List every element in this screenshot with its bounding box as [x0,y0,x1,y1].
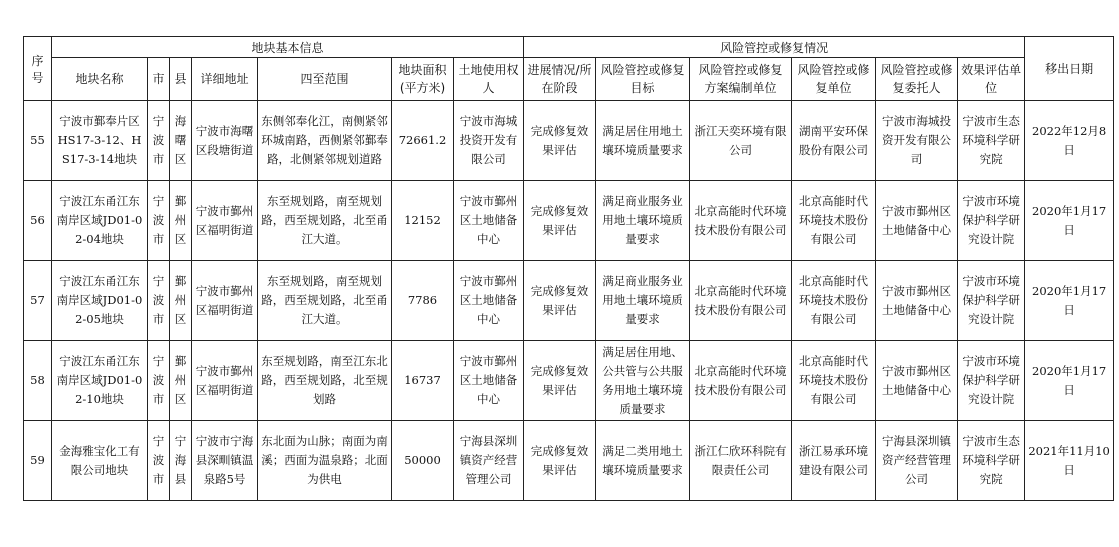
header-seq: 序号 [24,37,52,101]
header-county: 县 [170,58,192,101]
header-address: 详细地址 [192,58,258,101]
header-exec-unit: 风险管控或修复单位 [792,58,876,101]
table-row [24,421,1114,501]
cell-name: 宁波市鄞奉片区HS17-3-12、HS17-3-14地块 [52,101,148,181]
cell-scope: 东北面为山脉；南面为南溪；西面为温泉路；北面为供电 [258,421,392,501]
cell-address: 宁波市鄞州区福明街道 [192,181,258,261]
cell-exec-unit: 北京高能时代环境技术股份有限公司 [792,181,876,261]
cell-county: 鄞州区 [170,341,192,421]
site-removal-table [23,36,1114,501]
cell-stage: 完成修复效果评估 [524,341,596,421]
cell-date: 2022年12月8日 [1025,101,1114,181]
cell-exec-unit: 湖南平安环保股份有限公司 [792,101,876,181]
cell-county: 海曙区 [170,101,192,181]
cell-client: 宁波市海城投资开发有限公司 [876,101,958,181]
cell-date: 2020年1月17日 [1025,341,1114,421]
cell-scope: 东至规划路，南至规划路，西至规划路，北至甬江大道。 [258,181,392,261]
cell-date: 2021年11月10日 [1025,421,1114,501]
cell-seq: 57 [24,261,52,341]
header-scope: 四至范围 [258,58,392,101]
cell-eval-unit: 宁波市环境保护科学研究设计院 [958,341,1025,421]
cell-county: 宁海县 [170,421,192,501]
cell-city: 宁波市 [148,421,170,501]
cell-area: 72661.2 [392,101,454,181]
cell-exec-unit: 北京高能时代环境技术股份有限公司 [792,341,876,421]
cell-plan-unit: 北京高能时代环境技术股份有限公司 [690,341,792,421]
table-wrapper [23,36,1114,501]
header-goal: 风险管控或修复目标 [596,58,690,101]
cell-name: 宁波江东甬江东南岸区域JD01-02-05地块 [52,261,148,341]
cell-name: 金海雅宝化工有限公司地块 [52,421,148,501]
header-area: 地块面积(平方米) [392,58,454,101]
cell-name: 宁波江东甬江东南岸区域JD01-02-10地块 [52,341,148,421]
cell-scope: 东至规划路，南至规划路，西至规划路，北至甬江大道。 [258,261,392,341]
table-row [24,261,1114,341]
cell-plan-unit: 浙江仁欣环科院有限责任公司 [690,421,792,501]
header-stage: 进展情况/所在阶段 [524,58,596,101]
cell-stage: 完成修复效果评估 [524,421,596,501]
cell-address: 宁波市海曙区段塘街道 [192,101,258,181]
cell-city: 宁波市 [148,261,170,341]
cell-area: 16737 [392,341,454,421]
cell-date: 2020年1月17日 [1025,181,1114,261]
header-owner: 土地使用权人 [454,58,524,101]
table-row [24,181,1114,261]
cell-exec-unit: 浙江易承环境建设有限公司 [792,421,876,501]
cell-goal: 满足商业服务业用地土壤环境质量要求 [596,261,690,341]
cell-county: 鄞州区 [170,261,192,341]
cell-scope: 东侧邻奉化江，南侧紧邻环城南路，西侧紧邻鄞奉路，北侧紧邻规划道路 [258,101,392,181]
header-group-row [24,37,1114,58]
cell-plan-unit: 北京高能时代环境技术股份有限公司 [690,181,792,261]
cell-seq: 58 [24,341,52,421]
header-group-basic: 地块基本信息 [52,37,524,58]
cell-eval-unit: 宁波市环境保护科学研究设计院 [958,261,1025,341]
cell-client: 宁波市鄞州区土地储备中心 [876,261,958,341]
cell-county: 鄞州区 [170,181,192,261]
cell-plan-unit: 浙江天奕环境有限公司 [690,101,792,181]
header-name: 地块名称 [52,58,148,101]
cell-date: 2020年1月17日 [1025,261,1114,341]
cell-stage: 完成修复效果评估 [524,101,596,181]
header-eval-unit: 效果评估单位 [958,58,1025,101]
cell-owner: 宁海县深圳镇资产经营管理公司 [454,421,524,501]
cell-area: 50000 [392,421,454,501]
cell-city: 宁波市 [148,181,170,261]
header-removal-date: 移出日期 [1025,37,1114,101]
cell-area: 7786 [392,261,454,341]
cell-client: 宁波市鄞州区土地储备中心 [876,341,958,421]
header-group-risk: 风险管控或修复情况 [524,37,1025,58]
cell-owner: 宁波市鄞州区土地储备中心 [454,261,524,341]
cell-name: 宁波江东甬江东南岸区域JD01-02-04地块 [52,181,148,261]
header-plan-unit: 风险管控或修复方案编制单位 [690,58,792,101]
cell-owner: 宁波市海城投资开发有限公司 [454,101,524,181]
cell-scope: 东至规划路，南至江东北路，西至规划路，北至规划路 [258,341,392,421]
cell-owner: 宁波市鄞州区土地储备中心 [454,181,524,261]
header-column-row [24,58,1114,101]
cell-client: 宁波市鄞州区土地储备中心 [876,181,958,261]
cell-exec-unit: 北京高能时代环境技术股份有限公司 [792,261,876,341]
table-row [24,341,1114,421]
cell-eval-unit: 宁波市生态环境科学研究院 [958,101,1025,181]
cell-address: 宁波市宁海县深甽镇温泉路5号 [192,421,258,501]
cell-seq: 56 [24,181,52,261]
cell-eval-unit: 宁波市生态环境科学研究院 [958,421,1025,501]
header-city: 市 [148,58,170,101]
cell-city: 宁波市 [148,101,170,181]
cell-address: 宁波市鄞州区福明街道 [192,261,258,341]
cell-goal: 满足居住用地土壤环境质量要求 [596,101,690,181]
cell-city: 宁波市 [148,341,170,421]
cell-goal: 满足商业服务业用地土壤环境质量要求 [596,181,690,261]
cell-owner: 宁波市鄞州区土地储备中心 [454,341,524,421]
cell-goal: 满足居住用地、公共管与公共服务用地土壤环境质量要求 [596,341,690,421]
cell-seq: 59 [24,421,52,501]
header-client: 风险管控或修复委托人 [876,58,958,101]
table-row [24,101,1114,181]
cell-seq: 55 [24,101,52,181]
cell-goal: 满足二类用地土壤环境质量要求 [596,421,690,501]
cell-address: 宁波市鄞州区福明街道 [192,341,258,421]
cell-client: 宁海县深圳镇资产经营管理公司 [876,421,958,501]
cell-stage: 完成修复效果评估 [524,181,596,261]
cell-stage: 完成修复效果评估 [524,261,596,341]
cell-eval-unit: 宁波市环境保护科学研究设计院 [958,181,1025,261]
cell-plan-unit: 北京高能时代环境技术股份有限公司 [690,261,792,341]
cell-area: 12152 [392,181,454,261]
